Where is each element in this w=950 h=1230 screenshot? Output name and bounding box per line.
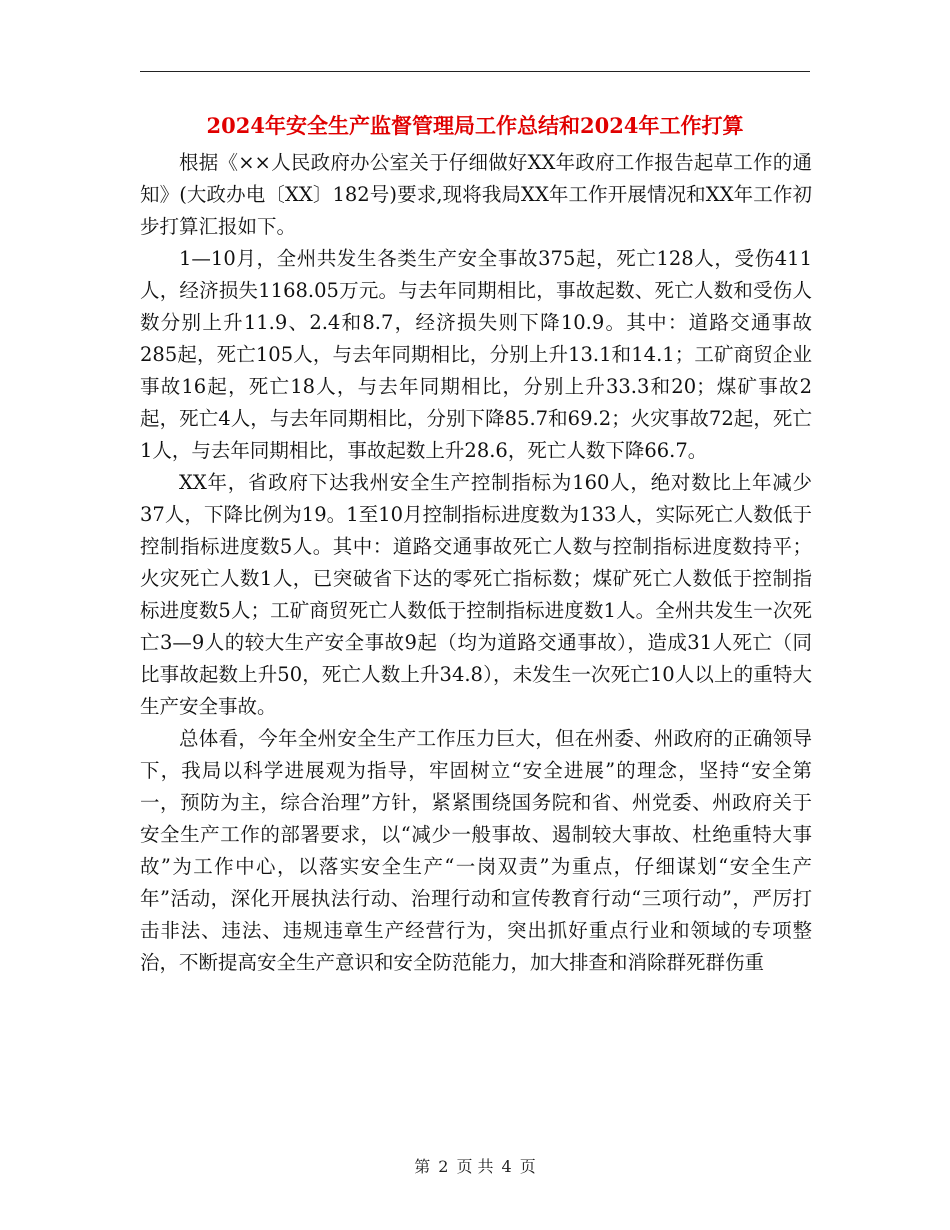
paragraph-control-indicators: XX年，省政府下达我州安全生产控制指标为160人，绝对数比上年减少37人，下降比例为19。1至10月控制指标进度数为133人，实际死亡人数低于控制指标进度数5人。其中：道路交通事故死亡人数与控制指标进度数持平；火灾死亡人数1人，已突破省下达的零死亡指标数；煤矿死亡人数低于控制指标进度数5人；工矿商贸死亡人数低于控制指标进度数1人。全州共发生一次死亡3—9人的较大生产安全事故9起（均为道路交通事故），造成31人死亡（同比事故起数上升50，死亡人数上升34.8），未发生一次死亡10人以上的重特大生产安全事故。 <box>140 471 812 718</box>
document-body <box>140 147 812 979</box>
page-total: 4 <box>501 1157 512 1176</box>
paragraph-accident-statistics: 1—10月，全州共发生各类生产安全事故375起，死亡128人，受伤411人，经济损失1168.05万元。与去年同期相比，事故起数、死亡人数和受伤人数分别上升11.9、2.4和8.7，经济损失则下降10.9。其中：道路交通事故285起，死亡105人，与去年同期相比，分别上升13.1和14.1；工矿商贸企业事故16起，死亡18人，与去年同期相比，分别上升33.3和20；煤矿事故2起，死亡4人，与去年同期相比，分别下降85.7和69.2；火灾事故72起，死亡1人，与去年同期相比，事故起数上升28.6，死亡人数下降66.7。 <box>140 247 812 462</box>
paragraph-intro: 根据《××人民政府办公室关于仔细做好XX年政府工作报告起草工作的通知》(大政办电〔XX〕182号)要求,现将我局XX年工作开展情况和XX年工作初步打算汇报如下。 <box>140 151 812 238</box>
page-prefix: 第 <box>414 1157 431 1176</box>
page-suffix: 页 <box>519 1157 536 1176</box>
paragraph-overview: 总体看，今年全州安全生产工作压力巨大，但在州委、州政府的正确领导下，我局以科学进展观为指导，牢固树立“安全进展”的理念，坚持“安全第一，预防为主，综合治理”方针，紧紧围绕国务院和省、州党委、州政府关于安全生产工作的部署要求，以“减少一般事故、遏制较大事故、杜绝重特大事故”为工作中心，以落实安全生产“一岗双责”为重点，仔细谋划“安全生产年”活动，深化开展执法行动、治理行动和宣传教育行动“三项行动”，严厉打击非法、违法、违规违章生产经营行为，突出抓好重点行业和领域的专项整治，不断提高安全生产意识和安全防范能力，加大排查和消除群死群伤重 <box>140 727 812 974</box>
document-title: 2024年安全生产监督管理局工作总结和2024年工作打算 <box>206 113 744 138</box>
header-rule <box>140 71 810 72</box>
page-footer <box>0 1154 950 1177</box>
page-mid: 页 共 <box>456 1157 494 1176</box>
page-current: 2 <box>438 1157 449 1176</box>
